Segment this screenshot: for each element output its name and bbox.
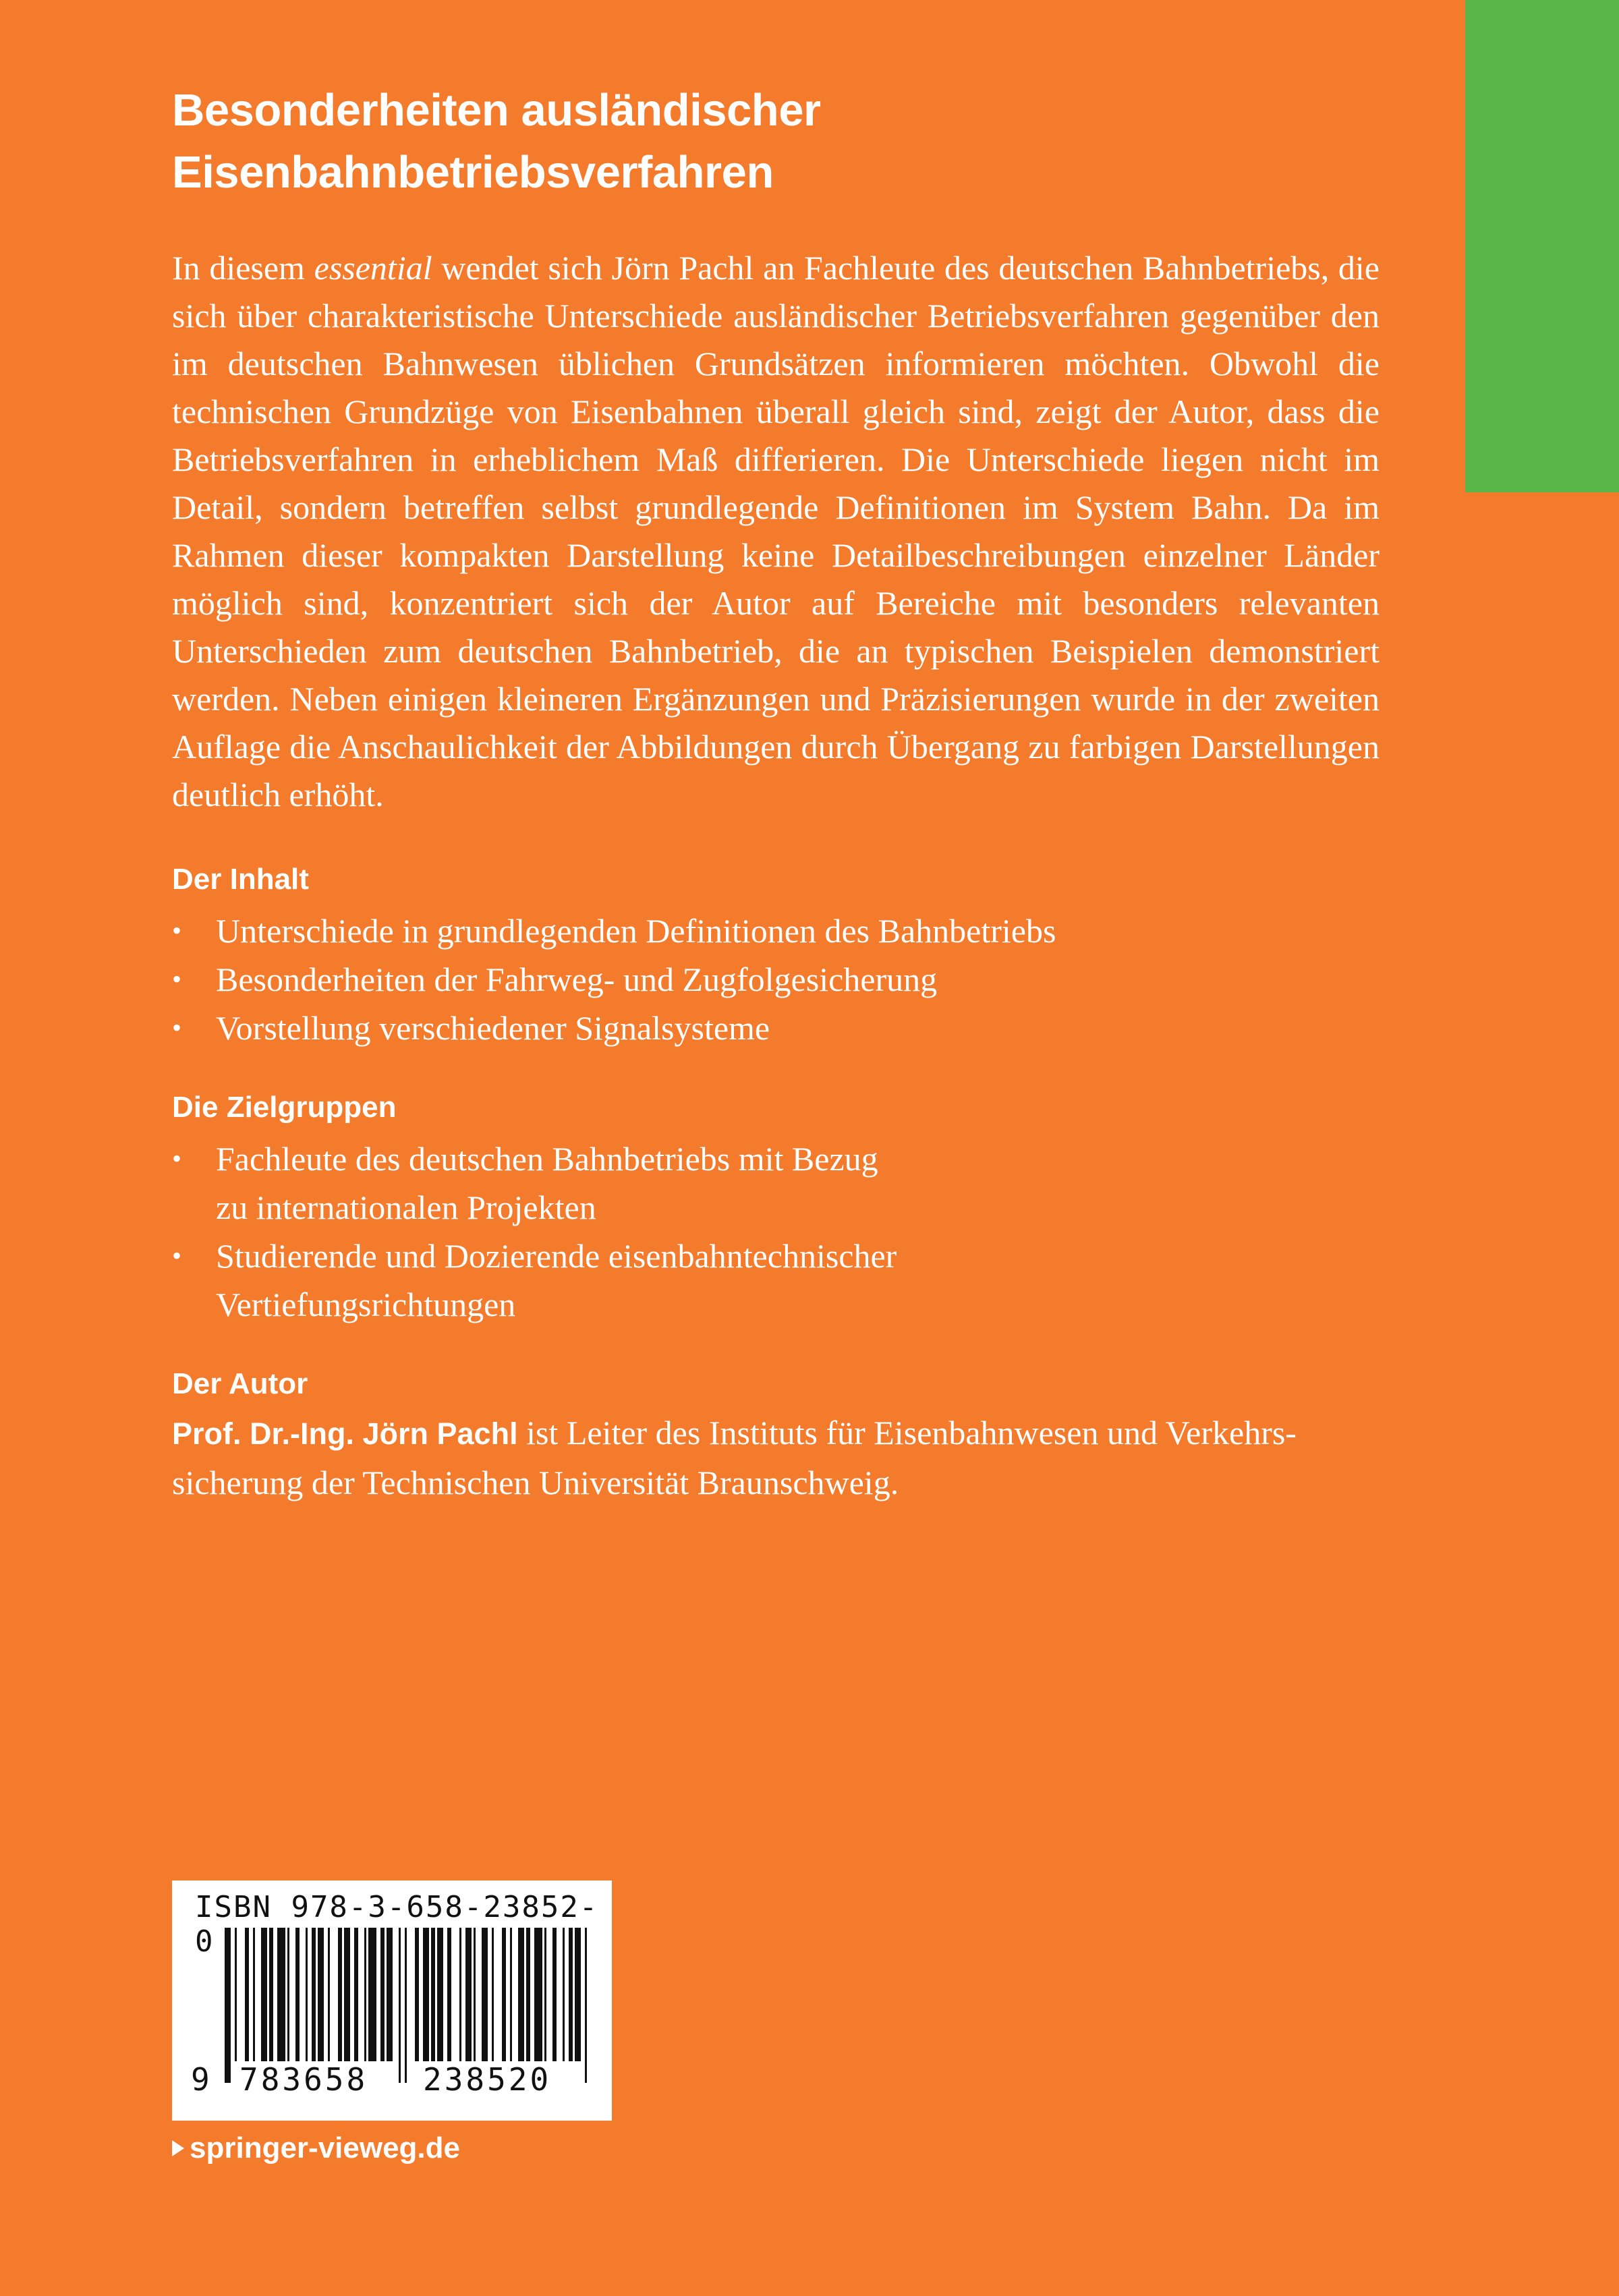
back-cover-content <box>172 80 1380 1507</box>
barcode-digits-left: 783658 <box>239 2061 368 2098</box>
list-item-line: Fachleute des deutschen Bahnbetriebs mit Bezug <box>216 1140 878 1178</box>
barcode-bar <box>253 1928 255 2061</box>
barcode-bar <box>295 1928 300 2061</box>
author-bio <box>172 1408 1380 1507</box>
barcode-bar <box>431 1928 435 2061</box>
book-title: Besonderheiten ausländischer Eisenbahnbetriebsverfahren <box>172 85 821 198</box>
list-item-line: Studierende und Dozierende eisenbahntechnischer <box>216 1237 897 1275</box>
barcode-digits-right: 238520 <box>423 2061 552 2098</box>
barcode-bar <box>312 1928 316 2061</box>
barcode-bar <box>569 1928 573 2061</box>
barcode-bar <box>235 1928 237 2061</box>
barcode-bar <box>415 1928 419 2061</box>
inhalt-heading: Der Inhalt <box>172 863 309 896</box>
green-accent-tab <box>1465 0 1619 492</box>
barcode-bar <box>399 1928 401 2083</box>
list-item-line: Vertiefungsrichtungen <box>216 1286 516 1323</box>
zielgruppen-list <box>172 1135 1380 1329</box>
barcode-bar <box>510 1928 512 2061</box>
author-bio-line: sicherung der Technischen Universität Braunschweig. <box>172 1464 899 1501</box>
barcode-bar <box>474 1928 476 2061</box>
barcode-bar <box>437 1928 443 2061</box>
barcode-bar <box>318 1928 324 2061</box>
autor-heading: Der Autor <box>172 1367 308 1400</box>
inhalt-list <box>172 907 1380 1052</box>
barcode-bar <box>405 1928 407 2083</box>
barcode-bar <box>245 1928 249 2061</box>
barcode-bar <box>328 1928 330 2061</box>
barcode-bar <box>277 1928 285 2061</box>
barcode-bar <box>518 1928 524 2061</box>
barcode-bar <box>338 1928 342 2061</box>
barcode-bar <box>544 1928 546 2061</box>
barcode-bar <box>380 1928 385 2061</box>
barcode-bar <box>492 1928 494 2061</box>
barcode-bar <box>368 1928 376 2061</box>
barcode-bar <box>225 1928 231 2083</box>
arrow-right-icon <box>172 2140 184 2156</box>
barcode-bar <box>482 1928 488 2061</box>
barcode-bar <box>287 1928 289 2061</box>
intro-text-start: In diesem <box>172 249 314 287</box>
list-item: • Unterschiede in grundlegenden Definitionen des Bahnbetriebs <box>172 907 1380 955</box>
author-name: Prof. Dr.-Ing. Jörn Pachl <box>172 1416 518 1451</box>
list-item-line: zu internationalen Projekten <box>216 1188 596 1226</box>
barcode-bar <box>261 1928 267 2061</box>
barcode-bar <box>459 1928 461 2061</box>
intro-text-rest: wendet sich Jörn Pachl an Fachleute des deutschen Bahnbetriebs, die sich über charakteristische Unterschiede ausländischer Betriebsverfahren gegenüber den im deutschen Bahnwesen üblichen Grundsätzen informieren möchten. Obwohl die technischen Grundzüge von Eisenbahnen überall gleich sind, zeigt der Autor, dass die Betriebsverfahren in erheblichem Maß differieren. Die Unterschiede liegen nicht im Detail, sondern betreffen selbst grundlegende Definitionen im System Bahn. Da im Rahmen dieser kompakten Darstellung keine Detailbeschreibungen einzelner Länder möglich sind, konzentriert sich der Autor auf Bereiche mit besonders relevanten Unterschieden zum deutschen Bahnbetrieb, die an typischen Beispielen demonstriert werden. Neben einigen kleineren Ergänzungen und Präzisierungen wurde in der zweiten Auflage die Anschaulichkeit der Abbildungen durch Übergang zu farbigen Darstellungen deutlich erhöht. <box>172 249 1380 813</box>
barcode-digit-first: 9 <box>191 2061 210 2098</box>
barcode-bar <box>552 1928 557 2061</box>
barcode-bar <box>526 1928 530 2061</box>
zielgruppen-heading: Die Zielgruppen <box>172 1091 397 1124</box>
barcode-bar <box>423 1928 429 2061</box>
barcode-bar <box>575 1928 581 2061</box>
barcode-bar <box>585 1928 587 2083</box>
publisher-website[interactable] <box>172 2131 460 2165</box>
barcode-bar <box>534 1928 542 2061</box>
isbn-barcode <box>172 1881 612 2121</box>
list-item: • Besonderheiten der Fahrweg- und Zugfolgesicherung <box>172 955 1380 1004</box>
barcode-bar <box>344 1928 350 2061</box>
website-label: springer-vieweg.de <box>190 2131 461 2164</box>
list-item: • Vorstellung verschiedener Signalsysteme <box>172 1004 1380 1052</box>
barcode-bar <box>447 1928 451 2061</box>
barcode-bar <box>364 1928 366 2061</box>
barcode-bar <box>269 1928 273 2061</box>
barcode-bar <box>306 1928 308 2061</box>
author-bio-line: ist Leiter des Instituts für Eisenbahnwesen und Verkehrs- <box>517 1414 1297 1452</box>
barcode-bar <box>387 1928 393 2061</box>
barcode-bar <box>465 1928 472 2061</box>
intro-paragraph <box>172 244 1380 819</box>
barcode-bar <box>502 1928 506 2061</box>
list-item <box>172 1232 1380 1329</box>
intro-italic-word: essential <box>314 249 432 287</box>
barcode-bar <box>563 1928 565 2061</box>
barcode-bar <box>354 1928 358 2061</box>
list-item <box>172 1135 1380 1232</box>
isbn-number: ISBN 978-3-658-23852-0 <box>195 1890 599 1959</box>
